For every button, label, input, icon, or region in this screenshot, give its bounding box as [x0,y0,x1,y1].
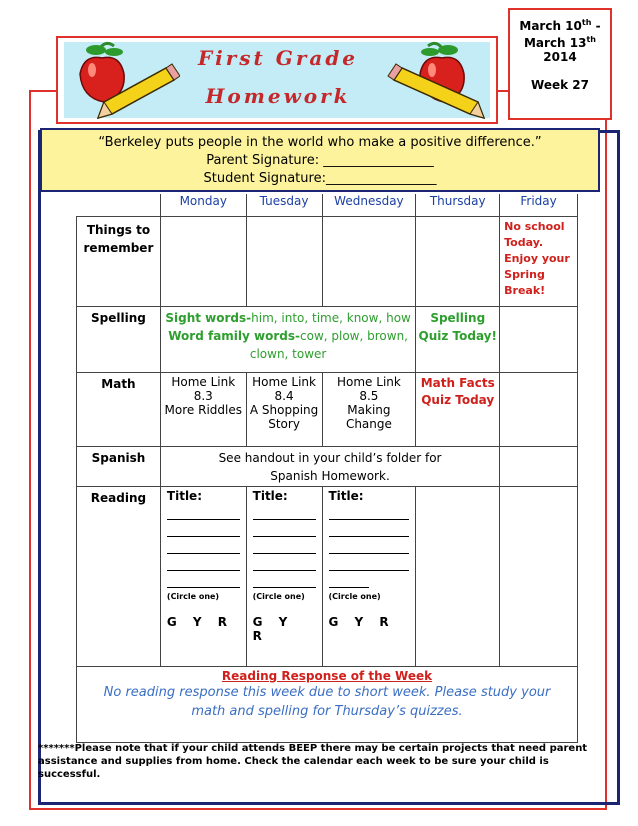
title-homework: Homework [205,84,351,108]
corner-cell [77,194,161,216]
date-box [508,8,612,120]
day-header-row [77,194,578,216]
gyr-choice: G Y R [166,614,234,629]
friday-no-school: No school Today. Enjoy your Spring Break! [500,216,578,306]
title-label: Title: [166,488,202,503]
spanish-row [77,446,578,486]
date-start-suffix: th [581,18,592,27]
apple-pencil-left-icon [70,40,180,122]
date-separator: - [591,19,601,33]
response-text: No reading response this week due to short week. Please study your math and spelling for Thursday’s quizzes. [103,684,551,719]
reading-thursday [416,486,500,666]
reading-monday [160,486,246,666]
things-monday [160,216,246,306]
apple-pencil-right-icon [380,40,490,122]
math-tuesday-line: Story [268,416,300,431]
blank-line [329,586,369,588]
word-family-label: Word family words- [168,328,300,343]
math-wednesday-line: Making Change [345,402,392,431]
math-label: Math [77,372,161,446]
spanish-friday [500,446,578,486]
sight-words-label: Sight words- [165,310,252,325]
math-wednesday-line: Home Link [337,374,401,389]
blank-line [329,569,410,571]
title-label: Title: [328,488,364,503]
title-label: Title: [252,488,288,503]
circle-one: (Circle one) [166,591,220,601]
gyr-choice: G Y R [328,614,395,629]
blank-line [167,586,240,588]
response-heading: Reading Response of the Week [221,668,433,683]
blank-line [329,518,410,520]
math-wednesday-line: 8.5 [359,388,379,403]
blank-line [253,518,316,520]
blank-line [167,518,240,520]
day-thursday: Thursday [416,194,500,216]
quote-signature-box [40,128,600,192]
math-friday [500,372,578,446]
spelling-quiz: Spelling Quiz Today! [416,306,500,372]
things-wednesday [322,216,416,306]
parent-note: *******Please note that if your child attends BEEP there may be certain projects that need parent assistance and supplies from home. Check the calendar each week to be sure your child is successful. [38,743,588,780]
math-wednesday [322,372,416,446]
things-tuesday [246,216,322,306]
math-facts-quiz: Math Facts Quiz Today [416,372,500,446]
math-monday-line: More Riddles [164,402,242,417]
response-row [77,666,578,742]
sight-words: him, into, time, know, how [251,310,411,325]
date-end: March 13 [523,36,587,50]
reading-row [77,486,578,666]
blank-line [167,552,240,554]
student-signature: Student Signature:_________________ [203,171,437,186]
blank-line [253,586,316,588]
spelling-friday [500,306,578,372]
math-monday-line: 8.3 [193,388,213,403]
reading-response [77,666,578,742]
math-monday [160,372,246,446]
circle-one: (Circle one) [252,591,305,601]
spanish-label: Spanish [77,446,161,486]
math-tuesday [246,372,322,446]
spelling-row [77,306,578,372]
blank-line [329,552,410,554]
blank-line [253,535,316,537]
week-number: Week 27 [531,78,589,92]
circle-one: (Circle one) [328,591,381,601]
spanish-text: See handout in your child’s folder for Spanish Homework. [160,446,499,486]
parent-signature: Parent Signature: _________________ [206,153,434,168]
word-family-words: cow, plow, brown, clown, tower [249,328,408,361]
math-tuesday-line: A Shopping [249,402,319,417]
things-row [77,216,578,306]
gyr-choice: G Y R [252,614,294,643]
day-wednesday: Wednesday [322,194,416,216]
math-tuesday-line: 8.4 [274,388,294,403]
day-monday: Monday [160,194,246,216]
reading-friday [500,486,578,666]
reading-tuesday [246,486,322,666]
day-friday: Friday [500,194,578,216]
blank-line [167,535,240,537]
reading-label: Reading [77,486,161,666]
day-tuesday: Tuesday [246,194,322,216]
things-thursday [416,216,500,306]
spelling-words [160,306,415,372]
math-row [77,372,578,446]
blank-line [253,552,316,554]
things-label: Things to remember [77,216,161,306]
homework-table [76,194,578,743]
blank-line [253,569,316,571]
math-monday-line: Home Link [171,374,236,389]
date-year: 2014 [543,50,577,64]
date-start: March 10 [519,19,582,33]
title-first-grade: First Grade [197,46,359,70]
math-tuesday-line: Home Link [252,374,316,389]
reading-wednesday [322,486,416,666]
blank-line [167,569,240,571]
motto-quote: “Berkeley puts people in the world who make a positive difference.” [98,135,542,150]
spelling-label: Spelling [77,306,161,372]
blank-line [329,535,410,537]
date-end-suffix: th [586,35,597,44]
